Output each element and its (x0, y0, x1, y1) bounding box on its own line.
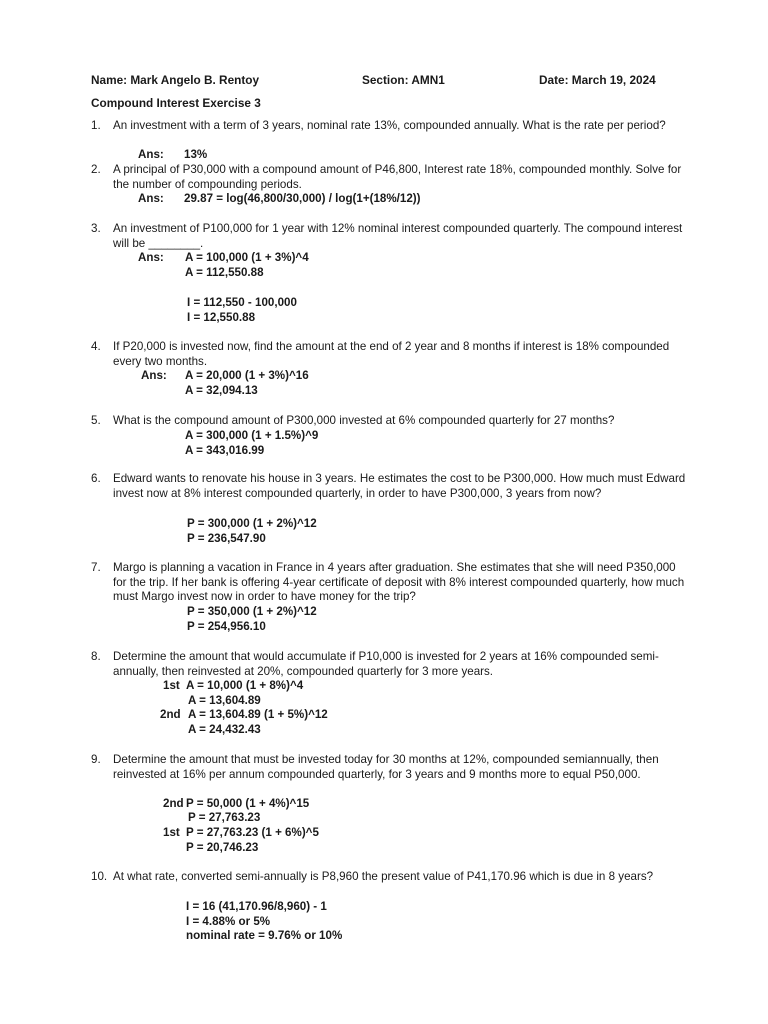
answer-line: 29.87 = log(46,800/30,000) / log(1+(18%/12)) (184, 192, 421, 205)
answer-label: Ans: (138, 148, 164, 161)
question-number: 8. (91, 650, 101, 663)
answer-label: Ans: (138, 192, 164, 205)
date-label: Date: March 19, 2024 (539, 73, 656, 87)
answer-line: P = 27,763.23 (1 + 6%)^5 (186, 826, 319, 839)
question-text: Determine the amount that would accumulate if P10,000 is invested for 2 years at 16% compounded semi-annually, then reinvested at 20%, compounded quarterly for 3 more years. (113, 650, 659, 678)
answer-line: P = 254,956.10 (187, 620, 266, 633)
answer-line: P = 300,000 (1 + 2%)^12 (187, 517, 317, 530)
answer-line: P = 27,763.23 (188, 811, 261, 824)
answer-line: P = 350,000 (1 + 2%)^12 (187, 605, 317, 618)
question-2 (91, 163, 691, 192)
question-text: An investment with a term of 3 years, nominal rate 13%, compounded annually. What is the rate per period? (113, 119, 666, 132)
step-label: 1st (163, 679, 180, 692)
question-text: If P20,000 is invested now, find the amount at the end of 2 year and 8 months if interest is 18% compounded every two months. (113, 340, 670, 368)
question-number: 2. (91, 163, 101, 176)
answer-line: A = 13,604.89 (1 + 5%)^12 (188, 708, 328, 721)
question-number: 1. (91, 119, 101, 132)
question-7 (91, 561, 691, 605)
question-8 (91, 650, 691, 679)
answer-line: 13% (184, 148, 208, 161)
answer-line: P = 20,746.23 (186, 841, 259, 854)
answer-line: A = 343,016.99 (185, 444, 265, 457)
answer-line: A = 10,000 (1 + 8%)^4 (186, 679, 304, 692)
step-label: 2nd (160, 708, 181, 721)
answer-line: P = 50,000 (1 + 4%)^15 (186, 797, 310, 810)
answer-label: Ans: (138, 251, 164, 264)
answer-line: A = 300,000 (1 + 1.5%)^9 (185, 429, 319, 442)
question-10 (91, 870, 691, 885)
answer-line: I = 4.88% or 5% (186, 915, 271, 928)
answer-line: A = 32,094.13 (185, 384, 258, 397)
question-number: 10. (91, 870, 108, 883)
answer-line: I = 16 (41,170.96/8,960) - 1 (186, 900, 327, 913)
answer-line: I = 12,550.88 (187, 311, 256, 324)
question-number: 9. (91, 753, 101, 766)
answer-label: Ans: (141, 369, 167, 382)
question-number: 4. (91, 340, 101, 353)
question-4 (91, 340, 691, 369)
question-number: 6. (91, 472, 101, 485)
step-label: 1st (163, 826, 180, 839)
question-text: Determine the amount that must be invested today for 30 months at 12%, compounded semiannually, then reinvested at 16% per annum compounded quarterly, for 3 years and 9 months more to equal P50,000. (113, 753, 659, 781)
student-name: Name: Mark Angelo B. Rentoy (91, 73, 260, 87)
question-text: At what rate, converted semi-annually is P8,960 the present value of P41,170.96 which is due in 8 years? (113, 870, 654, 883)
question-number: 5. (91, 414, 101, 427)
question-number: 3. (91, 222, 101, 235)
answer-line: nominal rate = 9.76% or 10% (186, 929, 343, 942)
answer-line: A = 20,000 (1 + 3%)^16 (185, 369, 309, 382)
question-9 (91, 753, 691, 782)
question-text: Margo is planning a vacation in France in 4 years after graduation. She estimates that she will need P350,000 for the trip. If her bank is offering 4-year certificate of deposit with 8% interest compounded quarterly, how much must Margo invest now in order to have money for the trip? (113, 561, 685, 604)
answer-line: P = 236,547.90 (187, 532, 266, 545)
question-text: Edward wants to renovate his house in 3 years. He estimates the cost to be P300,000. How much must Edward invest now at 8% interest compounded quarterly, in order to have P300,000, 3 years from now? (113, 472, 686, 500)
question-text: A principal of P30,000 with a compound amount of P46,800, Interest rate 18%, compounded monthly. Solve for the number of compounding periods. (113, 163, 682, 191)
question-text: An investment of P100,000 for 1 year with 12% nominal interest compounded quarterly. The compound interest will be ________. (113, 222, 683, 250)
question-text: What is the compound amount of P300,000 invested at 6% compounded quarterly for 27 months? (113, 414, 615, 427)
question-1 (91, 119, 691, 134)
question-3 (91, 222, 691, 251)
step-label: 2nd (163, 797, 184, 810)
answer-line: I = 112,550 - 100,000 (187, 296, 297, 309)
exercise-title: Compound Interest Exercise 3 (91, 96, 261, 110)
answer-line: A = 112,550.88 (185, 266, 264, 279)
question-6 (91, 472, 691, 501)
answer-line: A = 24,432.43 (188, 723, 261, 736)
question-5 (91, 414, 691, 429)
answer-line: A = 13,604.89 (188, 694, 261, 707)
question-number: 7. (91, 561, 101, 574)
answer-line: A = 100,000 (1 + 3%)^4 (185, 251, 309, 264)
section-label: Section: AMN1 (362, 73, 445, 87)
